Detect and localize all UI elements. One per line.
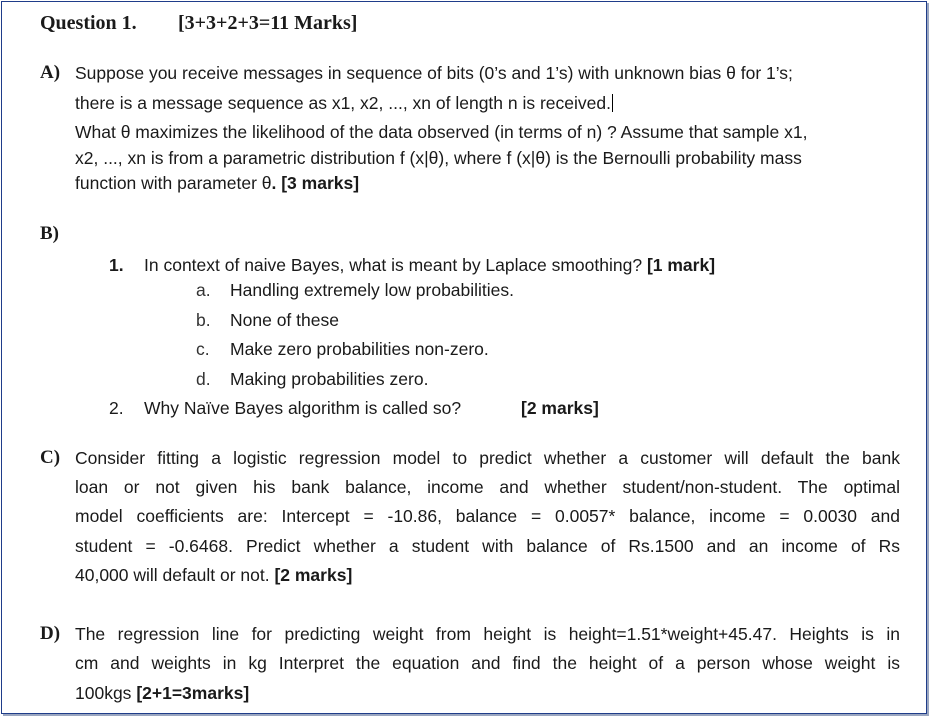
question-marks-text: [3+3+2+3=11 Marks]: [178, 12, 358, 34]
b-q1-question: In context of naive Bayes, what is meant by Laplace smoothing?: [144, 255, 643, 275]
part-c-line-4: student = -0.6468. Predict whether a student with balance of Rs.1500 and an income of Rs: [75, 536, 900, 556]
part-d-line-3: [75, 683, 249, 704]
b-q1-number: 1.: [109, 255, 124, 275]
option-d-letter: d.: [196, 369, 211, 389]
part-a-line-4: x2, ..., xn is from a parametric distribution f (x|θ), where f (x|θ) is the Bernoulli probability mass: [75, 148, 802, 168]
part-a-line-2-text: there is a message sequence as x1, x2, ..., xn of length n is received.: [75, 93, 611, 113]
b-q2-text: Why Naïve Bayes algorithm is called so?: [144, 398, 462, 418]
part-d-line-3-text: 100kgs: [75, 683, 132, 703]
option-d-text: Making probabilities zero.: [230, 369, 429, 389]
b-q2-marks: [2 marks]: [521, 398, 599, 418]
b-q2-number: 2.: [109, 398, 124, 418]
option-b-text: None of these: [230, 310, 339, 330]
part-a-line-5: [75, 173, 359, 194]
part-d-label: D): [40, 623, 61, 644]
part-d-line-2: cm and weights in kg Interpret the equation and find the height of a person whose weight is: [75, 653, 900, 673]
b-q1-text: [144, 255, 715, 276]
part-d-line-1: The regression line for predicting weight from height is height=1.51*weight+45.47. Heights is in: [75, 624, 900, 644]
part-a-line-2: [75, 93, 613, 114]
part-a-line-5-text: function with parameter θ: [75, 173, 272, 193]
question-marks: [178, 12, 357, 35]
option-b-letter: b.: [196, 310, 211, 330]
part-d-marks: [2+1=3marks]: [136, 683, 250, 703]
part-c-line-1: Consider fitting a logistic regression model to predict whether a customer will default the bank: [75, 448, 900, 468]
option-a-letter: a.: [196, 280, 211, 300]
b-q1-marks: [1 mark]: [646, 255, 716, 275]
question-page: [1, 1, 927, 714]
part-b-label: B): [40, 223, 59, 244]
part-a-label: A): [40, 62, 61, 83]
part-a-marks: . [3 marks]: [271, 173, 360, 193]
option-c-text: Make zero probabilities non-zero.: [230, 339, 489, 359]
part-c-label: C): [40, 447, 61, 468]
text-cursor: [612, 94, 613, 112]
part-c-line-5: [75, 565, 352, 586]
part-c-marks: [2 marks]: [274, 565, 353, 585]
part-c-line-3: model coefficients are: Intercept = -10.86, balance = 0.0057* balance, income = 0.0030 and: [75, 506, 900, 526]
option-c-letter: c.: [196, 339, 210, 359]
question-title: Question 1.: [40, 12, 137, 34]
part-a-line-1: Suppose you receive messages in sequence of bits (0’s and 1’s) with unknown bias θ for 1’s;: [75, 63, 793, 83]
part-c-line-5-text: 40,000 will default or not.: [75, 565, 270, 585]
option-a-text: Handling extremely low probabilities.: [230, 280, 515, 300]
part-a-line-3: What θ maximizes the likelihood of the data observed (in terms of n) ? Assume that sample x1,: [75, 122, 808, 142]
part-c-line-2: loan or not given his bank balance, income and whether student/non-student. The optimal: [75, 477, 900, 497]
